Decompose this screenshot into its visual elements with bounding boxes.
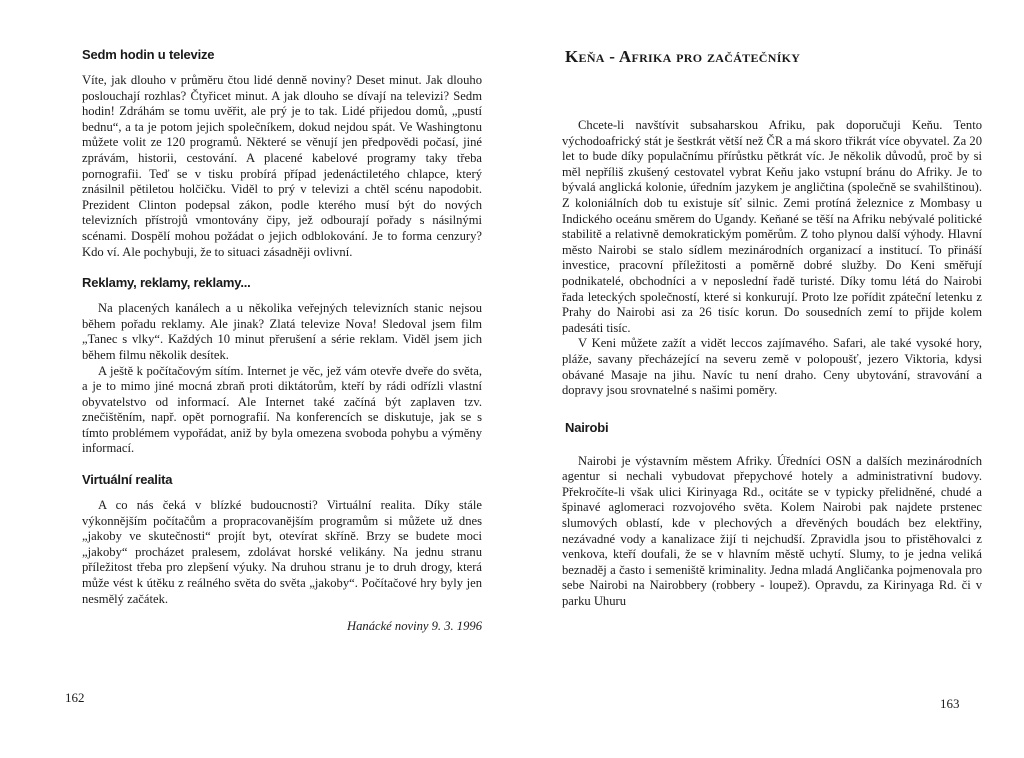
right-column (562, 46, 982, 610)
left-column (82, 46, 482, 634)
section-heading-television: Sedm hodin u televize (82, 47, 215, 62)
section-heading-ads: Reklamy, reklamy, reklamy... (82, 275, 251, 291)
section-heading-nairobi: Nairobi (565, 419, 609, 435)
page-number-right: 163 (940, 696, 960, 711)
paragraph: A ještě k počítačovým sítím. Internet je věc, jež vám otevře dveře do světa, a je to mimo jiné mocná zbraň proti diktátorům, kteří by rádi odřízli vlastní obyvatelstvo od informací. Ale Internet také začíná být zaplaven tzv. znečištěním, např. opět pornografií. Na konferencích se diskutuje, jak se s tímto problémem vypořádat, aniž by byla omezena svoboda pohybu a výměny informací. (82, 363, 482, 456)
paragraph: V Keni můžete zažít a vidět leccos zajímavého. Safari, ale také vysoké hory, pláže, savany přecházející na severu země v polopoušť, jezero Viktoria, kdysi obávané Masaje na jihu. Navíc tu není draho. Ceny ubytování, stravování a dopravy jsou srovnatelné s našimi poměry. (562, 336, 982, 398)
paragraph: A co nás čeká v blízké budoucnosti? Virtuální realita. Díky stále výkonnějším počítačům a propracovanějším programům si můžete už dnes „jakoby ve skutečnosti“ projít byt, otevírat skříně. Brzy se budete moci „jakoby“ procházet pralesem, zdolávat horské velikány. Na jednu stranu příležitost třeba pro zlepšení výuky. Na druhou stranu je to druh drogy, která může vést k útěku z reálného světa do světa „jakoby“. Počítačové hry byly jen nesmělý začátek. (82, 498, 482, 606)
paragraph: Nairobi je výstavním městem Afriky. Úředníci OSN a dalších mezinárodních agentur si nechali vybudovat přepychové hotely a administrativní budovy. Překročíte-li však ulici Kirinyaga Rd., ocitáte se v typicky přelidněné, chudé a špinavé aglomeraci rozvojového světa. Kolem Nairobi pak najdete prstenec slumových oblastí, kde v plechových a dřevěných boudách bez elektřiny, nezávadné vody a kanalizace žijí ti nejchudší. Zpravidla jsou to přistěhovalci z venkova, kteří doufali, že se v hlavním městě uchytí. Slumy, to je jedna veliká beznaděj a často i semeniště kriminality. Jedna mladá Angličanka pojmenovala pro sebe Nairobi na Nairobbery (robbery - loupež). Opravdu, za Kirinyaga Rd. či v parku Uhuru (562, 453, 982, 609)
paragraph: Na placených kanálech a u několika veřejných televizních stanic nejsou během pořadu reklamy. Ale jinak? Zlatá televize Nova! Sledoval jsem film „Tanec s vlky“. Každých 10 minut přerušení a série reklam. Viděl jsem jich během filmu několik desítek. (82, 301, 482, 362)
page-number-left: 162 (65, 690, 85, 705)
paragraph: Víte, jak dlouho v průměru čtou lidé denně noviny? Deset minut. Jak dlouho poslouchají rozhlas? Čtyřicet minut. A jak dlouho se dívají na televizi? Sedm hodin! Zdráhám se tomu uvěřit, ale prý je to tak. Lidé přijedou domů, „pustí bednu“, a ta je potom jejich společníkem, dokud nejdou spát. Ve Washingtonu můžete volit ze 120 programů. Některé se věnují jen předpovědi počasí, jiné zprávám, historii, cestování. A placené kabelové programy taky třeba pornografii. Teď se v tisku probírá případ jedenáctiletého chlapce, který znásilnil pětiletou holčičku. Viděl to prý v televizi a chtěl scénu napodobit. Prezident Clinton podepsal zákon, podle kterého musí být do nových televizních přístrojů vmontovány čipy, jež odbourají pořady s násilnými scénami. Dospělí mohou požádat o jejich odblokování. Je to forma cenzury? Kdo ví. Ale pochybuji, že to situaci zásadněji ovlivní. (82, 73, 482, 259)
chapter-title: Keňa - Afrika pro začátečníky (565, 47, 801, 66)
right-page (512, 0, 1024, 758)
source-citation: Hanácké noviny 9. 3. 1996 (347, 619, 482, 634)
section-heading-virtual-reality: Virtuální realita (82, 472, 173, 488)
paragraph: Chcete-li navštívit subsaharskou Afriku, pak doporučuji Keňu. Tento východoafrický stát je šestkrát větší než ČR a má skoro třikrát více obyvatel. Za 20 let to bude díky populačnímu přírůstku pětkrát víc. Je několik důvodů, proč by si měl nepříliš zkušený cestovatel vybrat Keňu jako vstupní bránu do Afriky. Je to bývalá anglická kolonie, úředním jazykem je angličtina (společně se svahilštinou). Z koloniálních dob tu existuje síť silnic. Zemi protíná železnice z Mombasy u Indického oceánu směrem do Ugandy. Keňané se těší na Afriku nebývalé politické stabilitě a relativně demokratickým poměrům. Z toho plynou další výhody. Hlavní město Nairobi se stalo sídlem mezinárodních organizací a institucí. To přináší investice, pracovní příležitosti a poměrně dobré služby. Do Keni směřují podnikatelé, obchodníci a v neposlední řadě turisté. Díky tomu létá do Nairobi řada leteckých společností, které si konkurují. Proto lze pořídit zpáteční letenku z Prahy do Nairobi asi za 26 tisíc korun. Do sousedních zemí to přijde kolem padesáti tisíc. (562, 118, 982, 335)
